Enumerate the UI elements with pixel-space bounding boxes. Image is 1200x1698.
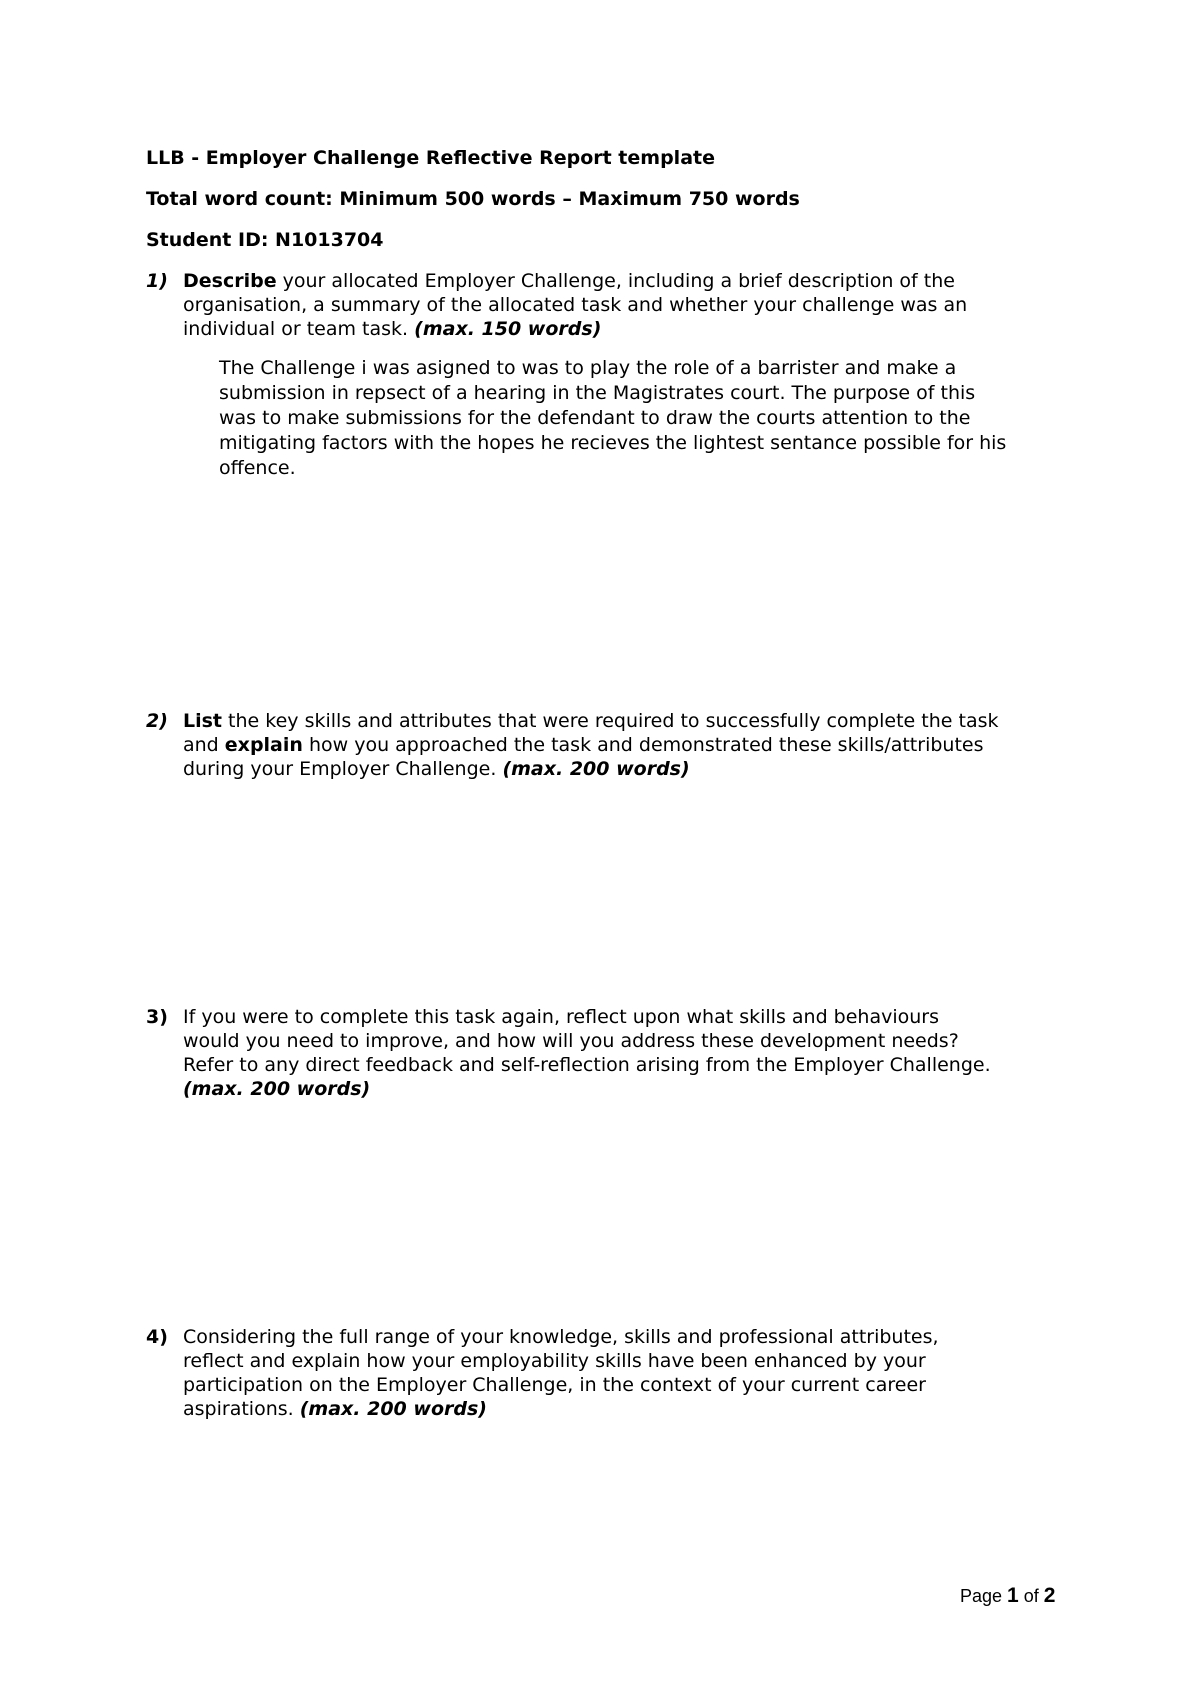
question-text: Describe your allocated Employer Challenge, including a brief description of the organisation, a summary of the allocated task and whether your challenge was an individual or team task. (max. 150 words) (183, 270, 968, 340)
word-limit: (max. 150 words) (414, 318, 602, 340)
document-title: LLB - Employer Challenge Reflective Report template (146, 147, 715, 169)
question-keyword: List (183, 710, 223, 732)
question-keyword: explain (224, 734, 303, 756)
question-number: 3) (146, 1006, 168, 1028)
current-page-number: 1 (1007, 1584, 1019, 1607)
student-id-line: Student ID: N1013704 (146, 229, 384, 251)
question-text: If you were to complete this task again, reflect upon what skills and behaviours would you need to improve, and how will you address these development needs? Refer to any direct feedback and self-reflection arising from the Employer Challenge. (max. 200 words) (183, 1006, 991, 1100)
word-limit: (max. 200 words) (183, 1078, 371, 1100)
question-number: 4) (146, 1326, 168, 1348)
question-keyword: Describe (183, 270, 277, 292)
word-limit: (max. 200 words) (502, 758, 690, 780)
answer-1-text: The Challenge i was asigned to was to play the role of a barrister and make a submission in repsect of a hearing in the Magistrates court. The purpose of this was to make submissions for the defendant to draw the courts attention to the mitigating factors with the hopes he recieves the lightest sentance possible for his offence. (219, 357, 1007, 479)
question-number: 2) (146, 710, 168, 732)
question-text: List the key skills and attributes that were required to successfully complete the task and explain how you approached the task and demonstrated these skills/attributes during your Employer Challenge. (max. 200 words) (183, 710, 999, 780)
word-limit: (max. 200 words) (299, 1398, 487, 1420)
question-number: 1) (146, 270, 168, 292)
total-page-number: 2 (1043, 1584, 1056, 1607)
page-number-footer: Page 1 of 2 (960, 1584, 1056, 1607)
question-text: Considering the full range of your knowledge, skills and professional attributes, reflect and explain how your employability skills have been enhanced by your participation on the Employer Challenge, in the context of your current career aspirations. (max. 200 words) (183, 1326, 939, 1420)
word-count-line: Total word count: Minimum 500 words – Maximum 750 words (146, 188, 800, 210)
